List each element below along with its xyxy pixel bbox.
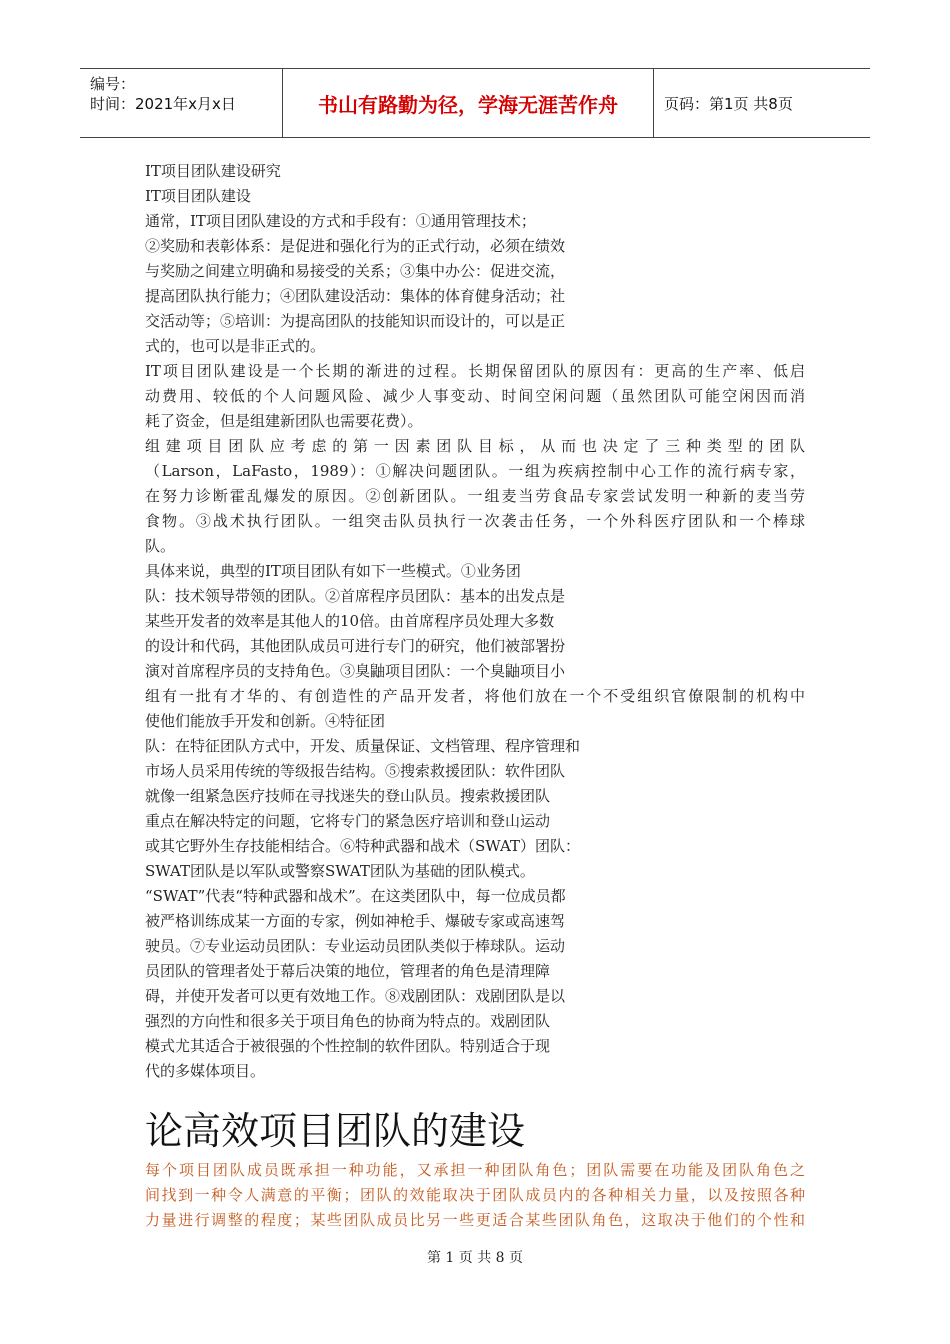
text-line: 式的，也可以是非正式的。 bbox=[145, 337, 326, 355]
text-line: 通常，IT项目团队建设的方式和手段有：①通用管理技术； bbox=[145, 212, 536, 230]
orange-text-line: 间找到一种令人满意的平衡；团队的效能取决于团队成员内的各种相关力量，以及按照各种 bbox=[145, 1186, 805, 1204]
text-line: 动费用、较低的个人问题风险、减少人事变动、时间空闲问题（虽然团队可能空闲因而消 bbox=[145, 387, 805, 405]
header-page-number: 页码：第1页 共8页 bbox=[664, 94, 793, 113]
text-line: 交活动等；⑤培训：为提高团队的技能知识而设计的，可以是正 bbox=[145, 312, 566, 330]
text-line: 被严格训练成某一方面的专家，例如神枪手、爆破专家或高速驾 bbox=[145, 912, 566, 930]
text-line: “SWAT”代表“特种武器和战术”。在这类团队中，每一位成员都 bbox=[145, 887, 566, 905]
text-line: IT项目团队建设是一个长期的渐进的过程。长期保留团队的原因有：更高的生产率、低启 bbox=[145, 362, 805, 380]
orange-text-line: 每个项目团队成员既承担一种功能，又承担一种团队角色；团队需要在功能及团队角色之 bbox=[145, 1161, 805, 1179]
text-line: 耗了资金，但是组建新团队也需要花费）。 bbox=[145, 412, 423, 430]
text-line: 队：在特征团队方式中，开发、质量保证、文档管理、程序管理和 bbox=[145, 737, 581, 755]
header-meta-cell bbox=[80, 69, 283, 137]
doc-title: IT项目团队建设研究 bbox=[145, 162, 281, 180]
text-line: 食物。③战术执行团队。一组突击队员执行一次袭击任务，一个外科医疗团队和一个棒球 bbox=[145, 512, 805, 530]
text-line: 与奖励之间建立明确和易接受的关系；③集中办公：促进交流， bbox=[145, 262, 566, 280]
text-line: 碍，并使开发者可以更有效地工作。⑧戏剧团队：戏剧团队是以 bbox=[145, 987, 566, 1005]
section-heading: 论高效项目团队的建设 bbox=[145, 1109, 526, 1153]
text-line: 强烈的方向性和很多关于项目角色的协商为特点的。戏剧团队 bbox=[145, 1012, 551, 1030]
date-label: 时间：2021年x月x日 bbox=[90, 95, 236, 113]
text-line: 就像一组紧急医疗技师在寻找迷失的登山队员。搜索救援团队 bbox=[145, 787, 551, 805]
text-line: 某些开发者的效率是其他人的10倍。由首席程序员处理大多数 bbox=[145, 612, 555, 630]
text-line: 在努力诊断霍乱爆发的原因。②创新团队。一组麦当劳食品专家尝试发明一种新的麦当劳 bbox=[145, 487, 805, 505]
text-line: 驶员。⑦专业运动员团队：专业运动员团队类似于棒球队。运动 bbox=[145, 937, 566, 955]
text-line: 提高团队执行能力；④团队建设活动：集体的体育健身活动；社 bbox=[145, 287, 566, 305]
text-line: 市场人员采用传统的等级报告结构。⑤搜索救援团队：软件团队 bbox=[145, 762, 566, 780]
text-line: 代的多媒体项目。 bbox=[145, 1062, 266, 1080]
text-line: 队：技术领导带领的团队。②首席程序员团队：基本的出发点是 bbox=[145, 587, 566, 605]
text-line: 或其它野外生存技能相结合。⑥特种武器和战术（SWAT）团队： bbox=[145, 837, 580, 855]
page-footer: 第 1 页 共 8 页 bbox=[426, 1250, 524, 1266]
text-line: 队。 bbox=[145, 537, 176, 555]
text-line: 使他们能放手开发和创新。④特征团 bbox=[145, 712, 386, 730]
doc-subtitle: IT项目团队建设 bbox=[145, 187, 251, 205]
text-line: 具体来说，典型的IT项目团队有如下一些模式。①业务团 bbox=[145, 562, 521, 580]
text-line: ②奖励和表彰体系：是促进和强化行为的正式行动，必须在绩效 bbox=[145, 237, 566, 255]
text-line: 模式尤其适合于被很强的个性控制的软件团队。特别适合于现 bbox=[145, 1037, 551, 1055]
text-line: 的设计和代码，其他团队成员可进行专门的研究，他们被部署扮 bbox=[145, 637, 566, 655]
text-line: 重点在解决特定的问题，它将专门的紧急医疗培训和登山运动 bbox=[145, 812, 551, 830]
text-line: 组有一批有才华的、有创造性的产品开发者，将他们放在一个不受组织官僚限制的机构中 bbox=[145, 687, 805, 705]
text-line: 演对首席程序员的支持角色。③臭鼬项目团队：一个臭鼬项目小 bbox=[145, 662, 566, 680]
text-line: SWAT团队是以军队或警察SWAT团队为基础的团队模式。 bbox=[145, 862, 535, 880]
page-header bbox=[80, 68, 870, 138]
header-motto: 书山有路勤为径，学海无涯苦作舟 bbox=[283, 69, 654, 137]
text-line: 组建项目团队应考虑的第一因素团队目标，从而也决定了三种类型的团队 bbox=[145, 437, 805, 455]
text-line: 员团队的管理者处于幕后决策的地位，管理者的角色是清理障 bbox=[145, 962, 551, 980]
code-label: 编号： bbox=[90, 75, 136, 93]
text-line: （Larson，LaFasto，1989）：①解决问题团队。一组为疾病控制中心工作的流行病专家， bbox=[145, 462, 805, 480]
orange-text-line: 力量进行调整的程度；某些团队成员比另一些更适合某些团队角色，这取决于他们的个性和 bbox=[145, 1211, 805, 1229]
